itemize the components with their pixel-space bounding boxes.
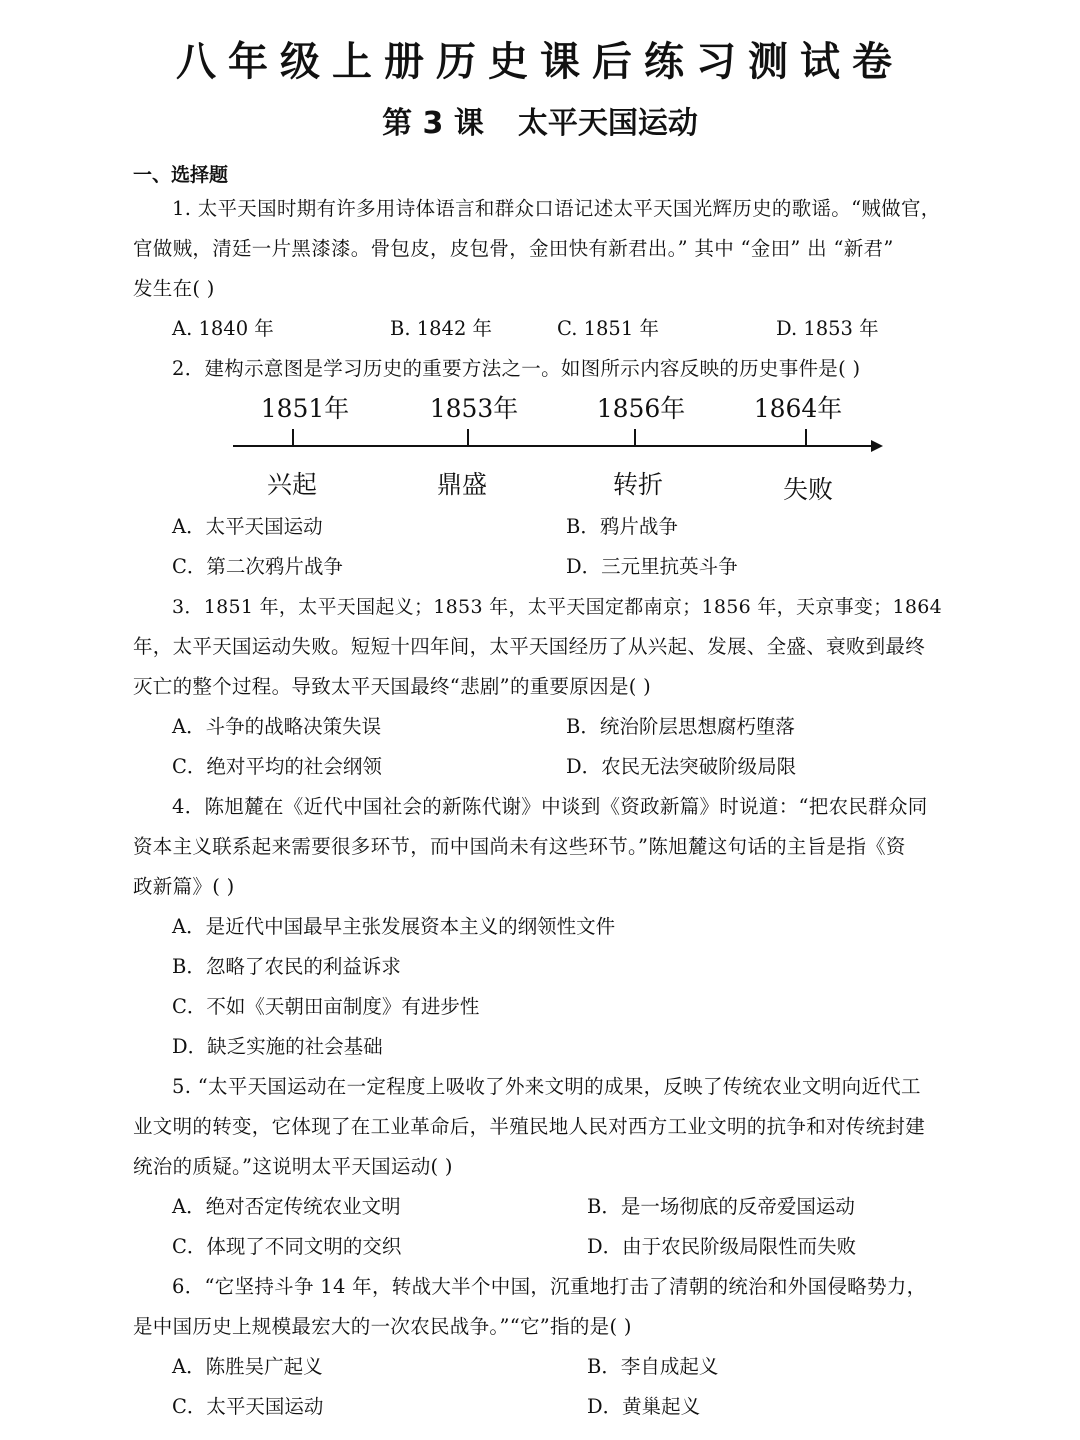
- question-4-line-3: 政新篇》( ): [133, 875, 235, 898]
- timeline-year-3: 1856年: [596, 394, 686, 423]
- lesson-number: 第 3 课: [382, 106, 484, 141]
- question-1-line-1: 1. 太平天国时期有许多用诗体语言和群众口语记述太平天国光辉历史的歌谣。“贼做官，: [172, 197, 941, 220]
- question-3-line-1: 3．1851 年，太平天国起义；1853 年，太平天国定都南京；1856 年，天京事变；1864: [172, 596, 943, 618]
- question-2-line-1: 2．建构示意图是学习历史的重要方法之一。如图所示内容反映的历史事件是( ): [172, 357, 861, 380]
- timeline-tick: [805, 429, 807, 446]
- question-5-option-b[interactable]: B．是一场彻底的反帝爱国运动: [587, 1195, 855, 1218]
- question-3-line-2: 年，太平天国运动失败。短短十四年间，太平天国经历了从兴起、发展、全盛、衰败到最终: [133, 635, 926, 658]
- question-6-line-2: 是中国历史上规模最宏大的一次农民战争。”“它”指的是( ): [133, 1315, 632, 1338]
- question-6-option-d[interactable]: D．黄巢起义: [587, 1395, 701, 1418]
- timeline-tick: [467, 429, 469, 446]
- question-5-option-c[interactable]: C．体现了不同文明的交织: [172, 1235, 402, 1258]
- question-3-option-b[interactable]: B．统治阶层思想腐朽堕落: [566, 715, 795, 738]
- question-3-option-d[interactable]: D．农民无法突破阶级局限: [566, 755, 797, 778]
- timeline-axis: [233, 445, 873, 447]
- question-4-option-a[interactable]: A．是近代中国最早主张发展资本主义的纲领性文件: [172, 915, 616, 938]
- timeline-year-4: 1864年: [753, 394, 843, 423]
- timeline-year-2: 1853年: [429, 394, 519, 423]
- timeline-phase-2: 鼎盛: [436, 470, 488, 499]
- question-1-option-c[interactable]: C. 1851 年: [557, 317, 659, 340]
- section-heading: 一、选择题: [133, 164, 229, 186]
- timeline-tick: [292, 429, 294, 446]
- question-1-option-a[interactable]: A. 1840 年: [172, 317, 274, 340]
- question-5-option-a[interactable]: A．绝对否定传统农业文明: [172, 1195, 401, 1218]
- question-6-option-a[interactable]: A．陈胜吴广起义: [172, 1355, 323, 1378]
- timeline-diagram: [225, 385, 895, 510]
- timeline-arrow-head: [871, 440, 883, 452]
- question-2-option-c[interactable]: C．第二次鸦片战争: [172, 555, 343, 578]
- question-3-option-a[interactable]: A．斗争的战略决策失误: [172, 715, 382, 738]
- lesson-title: 太平天国运动: [517, 106, 698, 141]
- question-6-line-1: 6．“它坚持斗争 14 年，转战大半个中国，沉重地打击了清朝的统治和外国侵略势力，: [172, 1275, 927, 1298]
- question-5-line-1: 5. “太平天国运动在一定程度上吸收了外来文明的成果，反映了传统农业文明向近代工: [172, 1075, 921, 1098]
- timeline-phase-3: 转折: [612, 470, 664, 499]
- question-3-option-c[interactable]: C．绝对平均的社会纲领: [172, 755, 382, 778]
- question-4-line-1: 4．陈旭麓在《近代中国社会的新陈代谢》中谈到《资政新篇》时说道：“把农民群众同: [172, 795, 928, 818]
- timeline-year-1: 1851年: [260, 394, 350, 423]
- question-4-option-d[interactable]: D．缺乏实施的社会基础: [172, 1035, 383, 1058]
- question-4-option-b[interactable]: B．忽略了农民的利益诉求: [172, 955, 401, 978]
- timeline-phase-4: 失败: [782, 475, 834, 504]
- timeline-tick: [634, 429, 636, 446]
- timeline-phase-1: 兴起: [266, 470, 318, 499]
- question-5-line-2: 业文明的转变，它体现了在工业革命后，半殖民地人民对西方工业文明的抗争和对传统封建: [133, 1115, 926, 1138]
- question-2-option-a[interactable]: A．太平天国运动: [172, 515, 323, 538]
- question-6-option-c[interactable]: C．太平天国运动: [172, 1395, 324, 1418]
- question-4-option-c[interactable]: C．不如《天朝田亩制度》有进步性: [172, 995, 480, 1018]
- question-5-line-3: 统治的质疑。”这说明太平天国运动( ): [133, 1155, 453, 1178]
- question-3-line-3: 灭亡的整个过程。导致太平天国最终“悲剧”的重要原因是( ): [133, 675, 652, 698]
- exam-title: 八年级上册历史课后练习测试卷: [176, 39, 904, 85]
- question-6-option-b[interactable]: B．李自成起义: [587, 1355, 719, 1378]
- question-1-line-3: 发生在( ): [133, 277, 215, 300]
- question-5-option-d[interactable]: D．由于农民阶级局限性而失败: [587, 1235, 857, 1258]
- lesson-heading: [0, 98, 1080, 142]
- question-2-option-b[interactable]: B．鸦片战争: [566, 515, 678, 538]
- question-2-option-d[interactable]: D．三元里抗英斗争: [566, 555, 738, 578]
- question-1-line-2: 官做贼，清廷一片黑漆漆。骨包皮，皮包骨，金田快有新君出。” 其中 “金田” 出 “新君”: [133, 237, 894, 260]
- question-1-option-d[interactable]: D. 1853 年: [776, 317, 879, 340]
- question-4-line-2: 资本主义联系起来需要很多环节，而中国尚未有这些环节。”陈旭麓这句话的主旨是指《资: [133, 835, 906, 858]
- question-1-option-b[interactable]: B. 1842 年: [390, 317, 493, 340]
